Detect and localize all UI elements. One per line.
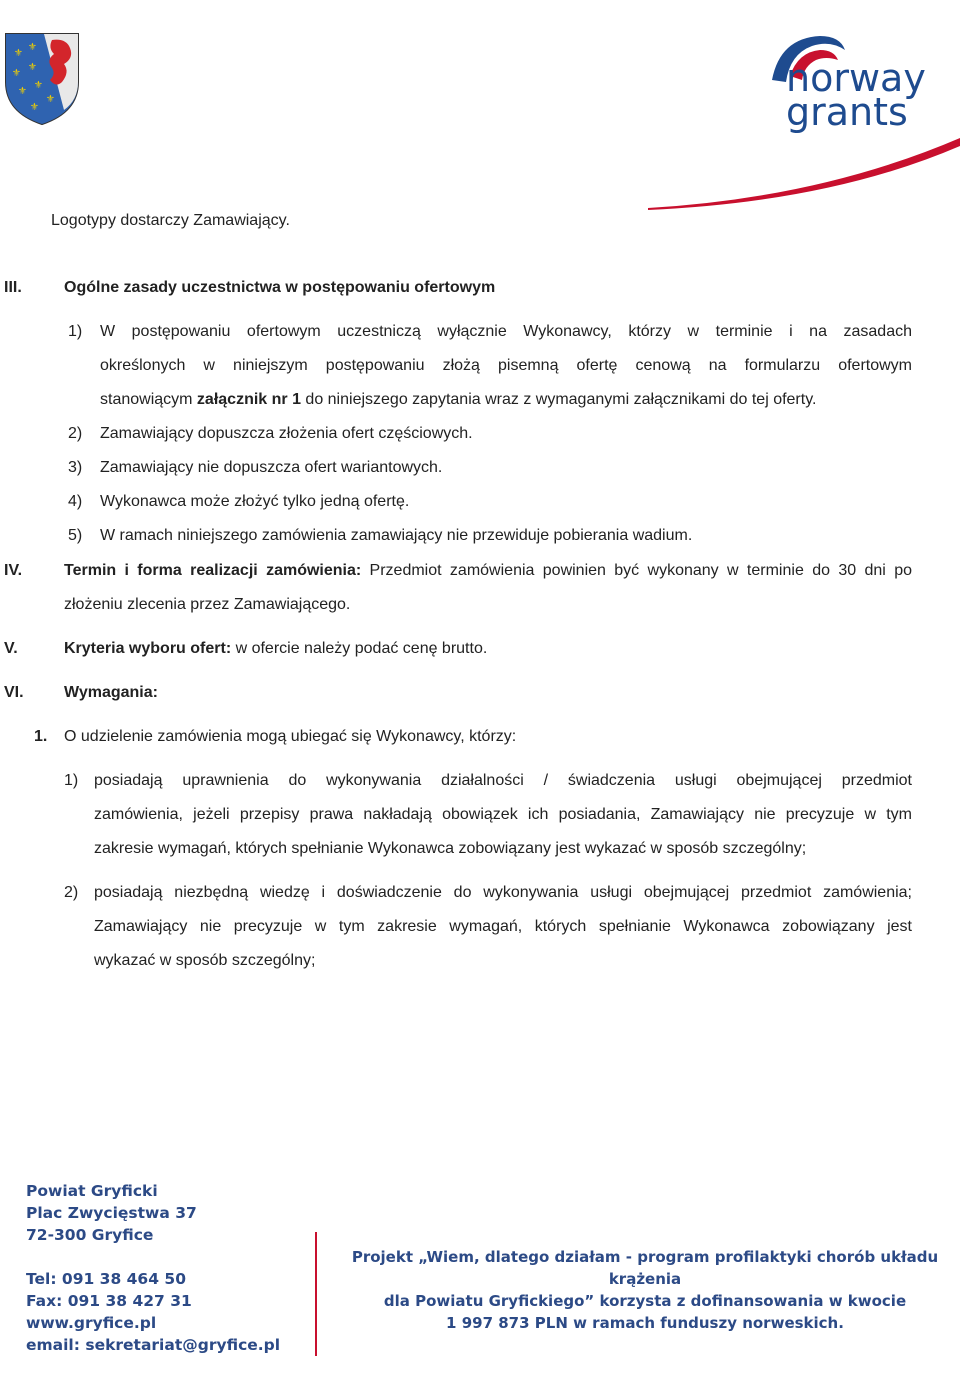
svg-text:⚜: ⚜	[46, 94, 55, 105]
project-line-3: 1 997 873 PLN w ramach funduszy norweskich.	[446, 1314, 844, 1332]
svg-text:⚜: ⚜	[14, 48, 23, 59]
section-3-numeral: III.	[4, 279, 22, 296]
section-4-line-2: złożeniu zlecenia przez Zamawiającego.	[64, 596, 351, 613]
sub-1-line-2: zamówienia, jeżeli przepisy prawa nakładają obowiązek ich posiadania, Zamawiający nie precyzuje w tym	[94, 806, 912, 823]
section-4-line-1	[64, 561, 912, 581]
item-1-line-3-pre: stanowiącym	[100, 391, 197, 408]
item-1-line-1: W postępowaniu ofertowym uczestniczą wyłącznie Wykonawcy, którzy w terminie i na zasadach	[100, 323, 912, 340]
item-3-text: Zamawiający nie dopuszcza ofert wariantowych.	[100, 459, 443, 476]
item-1-line-3	[100, 390, 816, 410]
footer-www-link[interactable]: www.gryfice.pl	[26, 1314, 157, 1332]
section-6-title: Wymagania:	[64, 684, 158, 701]
section-5-line	[64, 639, 487, 659]
section-6-numeral: VI.	[4, 684, 24, 701]
section-4-line-1-rest: Przedmiot zamówienia powinien być wykonany w terminie do 30 dni po	[361, 562, 912, 579]
sub-1-line-3: zakresie wymagań, których spełnianie Wykonawca zobowiązany jest wykazać w sposób szczególny;	[94, 840, 807, 857]
project-line-1: Projekt „Wiem, dlatego działam - program profilaktyki chorób układu krążenia	[351, 1248, 939, 1288]
item-4-number: 4)	[68, 493, 83, 510]
footer-project-info	[330, 1246, 960, 1334]
sub-2-line-2: Zamawiający nie precyzuje w tym zakresie wymagań, których spełnianie Wykonawca zobowiązany jest	[94, 918, 912, 935]
svg-text:⚜: ⚜	[30, 102, 39, 113]
sub-1-number: 1)	[64, 772, 79, 789]
svg-text:⚜: ⚜	[28, 62, 37, 73]
project-line-2: dla Powiatu Gryfickiego” korzysta z dofinansowania w kwocie	[383, 1292, 907, 1310]
svg-text:⚜: ⚜	[18, 86, 27, 97]
griffin-coat-of-arms-icon	[4, 30, 80, 126]
footer-org: Powiat Gryficki	[26, 1182, 158, 1200]
item-2-number: 2)	[68, 425, 83, 442]
item-1-line-3-post: do niniejszego zapytania wraz z wymaganymi załącznikami do tej oferty.	[300, 391, 817, 408]
point-1-text: O udzielenie zamówienia mogą ubiegać się Wykonawcy, którzy:	[64, 728, 517, 745]
section-4-numeral: IV.	[4, 562, 23, 579]
item-2-text: Zamawiający dopuszcza złożenia ofert częściowych.	[100, 425, 473, 442]
footer-contact	[26, 1180, 280, 1356]
item-1-line-2: określonych w niniejszym postępowaniu złożą pisemną ofertę cenową na formularzu ofertowym	[100, 357, 912, 374]
section-4-title: Termin i forma realizacji zamówienia:	[64, 562, 362, 579]
item-1-number: 1)	[68, 323, 83, 340]
section-5-numeral: V.	[4, 640, 18, 657]
section-5-rest: w ofercie należy podać cenę brutto.	[231, 640, 488, 657]
norway-grants-logo	[640, 30, 960, 210]
footer-email-link[interactable]: email: sekretariat@gryfice.pl	[26, 1336, 281, 1354]
item-3-number: 3)	[68, 459, 83, 476]
sub-2-number: 2)	[64, 884, 79, 901]
svg-text:⚜: ⚜	[34, 80, 43, 91]
sub-1-line-1: posiadają uprawnienia do wykonywania działalności / świadczenia usługi obejmującej przedmiot	[94, 772, 912, 789]
section-5-title: Kryteria wyboru ofert:	[64, 640, 232, 657]
sub-2-line-3: wykazać w sposób szczególny;	[94, 952, 316, 969]
footer-city: 72-300 Gryfice	[26, 1226, 154, 1244]
footer-fax: Fax: 091 38 427 31	[26, 1292, 192, 1310]
sub-2-line-1: posiadają niezbędną wiedzę i doświadczenie do wykonywania usługi obejmującej przedmiot zamówienia;	[94, 884, 912, 901]
logo-caption: Logotypy dostarczy Zamawiający.	[51, 212, 290, 229]
svg-text:⚜: ⚜	[12, 68, 21, 79]
item-4-text: Wykonawca może złożyć tylko jedną ofertę.	[100, 493, 410, 510]
section-3-title: Ogólne zasady uczestnictwa w postępowaniu ofertowym	[64, 279, 496, 296]
footer-divider	[315, 1232, 317, 1356]
footer-tel: Tel: 091 38 464 50	[26, 1270, 186, 1288]
point-1-number: 1.	[34, 728, 48, 745]
footer-street: Plac Zwycięstwa 37	[26, 1204, 197, 1222]
coat-of-arms-logo	[4, 30, 80, 126]
attachment-reference: załącznik nr 1	[196, 391, 301, 408]
norway-logo-text-top: norway	[786, 56, 926, 100]
svg-text:⚜: ⚜	[28, 42, 37, 53]
item-5-text: W ramach niniejszego zamówienia zamawiający nie przewiduje pobierania wadium.	[100, 527, 693, 544]
item-5-number: 5)	[68, 527, 83, 544]
norway-logo-text-bottom: grants	[786, 90, 908, 134]
